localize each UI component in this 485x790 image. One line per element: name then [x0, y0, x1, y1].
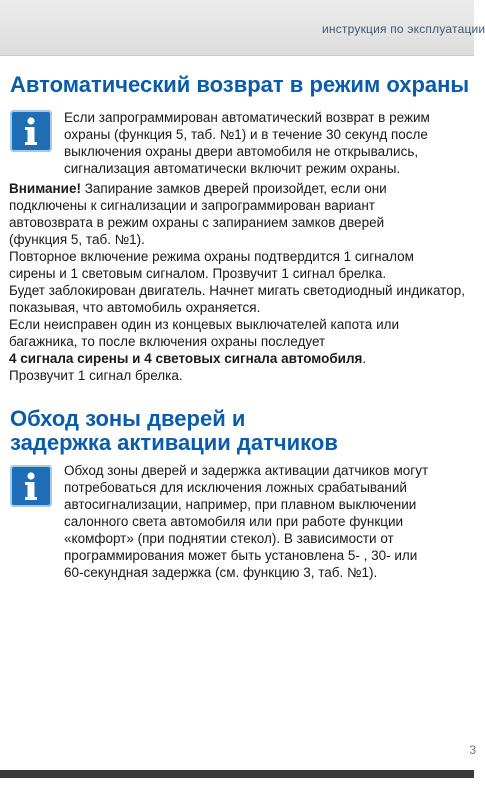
text-line: автосигнализации, например, при плавном выключении	[64, 497, 417, 512]
info-icon	[10, 465, 52, 507]
info-icon	[10, 110, 52, 152]
text-line: сирены и 1 световым сигналом. Прозвучит 1 сигнал брелка.	[9, 266, 387, 281]
text-line: «комфорт» (при поднятии стекол). В зависимости от	[64, 531, 394, 546]
text-line: выключения охраны двери автомобиля не открывались,	[64, 144, 419, 159]
text-line: охраны (функция 5, таб. №1) и в течение 30 секунд после	[64, 127, 428, 142]
text-line: 60-секундная задержка (см. функцию 3, таб. №1).	[64, 565, 378, 580]
warning-line	[9, 180, 465, 197]
section2-heading	[10, 407, 338, 455]
header-title: инструкция по эксплуатации	[322, 22, 485, 36]
warning-label: Внимание!	[9, 181, 81, 196]
heading-line: Обход зоны дверей и	[10, 406, 246, 431]
text-line: Прозвучит 1 сигнал брелка.	[9, 368, 183, 383]
text-line: подключены к сигнализации и запрограммирован вариант	[9, 198, 375, 213]
text-line: автовозврата в режим охраны с запиранием замков дверей	[9, 215, 385, 230]
text-line: программирования может быть установлена 5- , 30- или	[64, 548, 418, 563]
text-line: Повторное включение режима охраны подтвердится 1 сигналом	[9, 249, 414, 264]
text-line: показывая, что автомобиль охраняется.	[9, 300, 261, 315]
footer-gap	[0, 778, 474, 790]
warning-text: Запирание замков дверей произойдет, если они	[80, 181, 387, 196]
text-line: потребоваться для исключения ложных срабатываний	[64, 480, 407, 495]
footer-bar	[0, 770, 474, 778]
section2-info-text	[64, 462, 428, 581]
text-line: Будет заблокирован двигатель. Начнет мигать светодиодный индикатор,	[9, 283, 465, 298]
section1-heading: Автоматический возврат в режим охраны	[10, 72, 470, 97]
section1-body	[9, 180, 465, 384]
text-line: Если запрограммирован автоматический возврат в режим	[64, 110, 430, 125]
heading-line: задержка активации датчиков	[10, 430, 338, 455]
text-line: салонного света автомобиля или при работе функции	[64, 514, 404, 529]
page-header	[0, 0, 485, 56]
page-number: 3	[469, 743, 476, 757]
text-line: багажника, то после включения охраны последует	[9, 334, 326, 349]
text-line: Обход зоны дверей и задержка активации датчиков могут	[64, 463, 429, 478]
text-line: сигнализация автоматически включит режим охраны.	[64, 161, 401, 176]
bold-text: 4 сигнала сирены и 4 световых сигнала автомобиля	[9, 351, 363, 366]
text-line: (функция 5, таб. №1).	[9, 232, 145, 247]
bold-line-end: .	[362, 351, 367, 366]
section1-info-text	[64, 109, 430, 177]
bold-line	[9, 350, 465, 367]
text-line: Если неисправен один из концевых выключателей капота или	[9, 317, 400, 332]
